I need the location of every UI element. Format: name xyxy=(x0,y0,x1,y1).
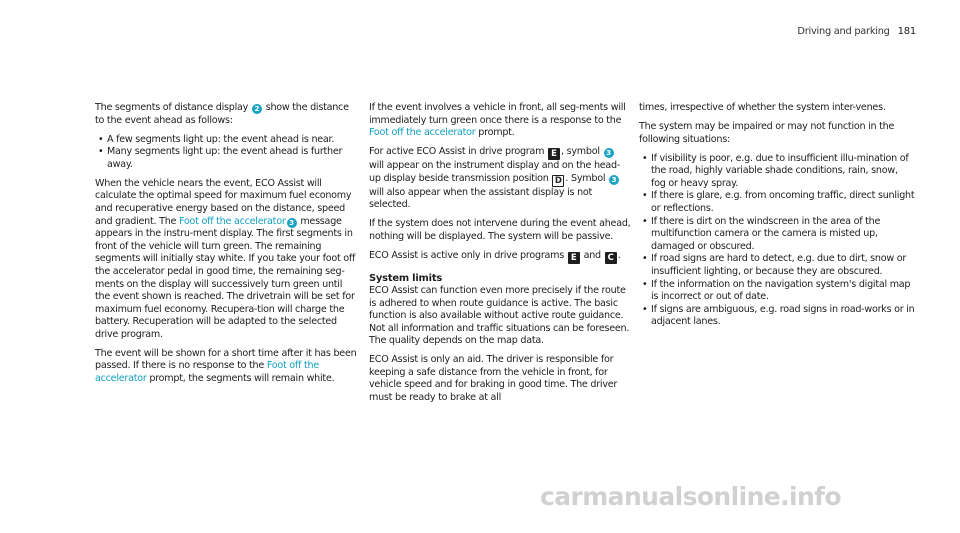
list-item: • If there is glare, e.g. from oncoming traffic, direct sunlight or reflections. xyxy=(639,190,915,215)
text: The event will be shown for a short time after it has been passed. If there is no response to the xyxy=(95,347,357,372)
text: prompt. xyxy=(475,127,515,139)
bullet-list xyxy=(639,153,915,329)
list-item: • Many segments light up: the event ahead is further away. xyxy=(95,146,357,171)
page-header xyxy=(797,26,916,39)
text: The segments of distance display xyxy=(95,102,251,113)
page-number: 181 xyxy=(897,26,916,37)
text: For active ECO Assist in drive program xyxy=(369,146,548,158)
paragraph: ECO Assist can function even more precisely if the route is adhered to when route guidance is active. The basic function is also available without active route guidance. Not all information and traffic situations can be foreseen. The quality depends on the map data. xyxy=(369,284,630,347)
display-message-link: Foot off the accelerator xyxy=(179,215,286,227)
text: ECO Assist is active only in drive programs xyxy=(369,249,567,261)
callout-3-icon: 3 xyxy=(609,175,619,185)
section-heading: System limits xyxy=(369,272,443,284)
display-message-link: Foot off the accelerator xyxy=(95,360,319,385)
callout-3-icon: 3 xyxy=(287,218,297,228)
paragraph xyxy=(369,250,631,264)
drive-program-c-icon: C xyxy=(605,252,617,264)
text: . Symbol xyxy=(565,172,609,184)
list-item: • If road signs are hard to detect, e.g. due to dirt, snow or insufficient lighting, or because they are obscured. xyxy=(639,253,915,278)
text: will also appear when the assistant display is not selected. xyxy=(369,186,593,211)
list-item: • If signs are ambiguous, e.g. road signs in road-works or in adjacent lanes. xyxy=(639,304,915,329)
text: prompt, the segments will remain white. xyxy=(146,373,335,385)
text: If the event involves a vehicle in front, all seg-ments will immediately turn green once there is a response to the xyxy=(369,102,626,126)
display-message-link: Foot off the accelerator xyxy=(369,127,476,139)
callout-2-icon: 2 xyxy=(252,104,262,114)
callout-3-icon: 3 xyxy=(604,148,614,158)
list-item: • If the information on the navigation system's digital map is incorrect or out of date. xyxy=(639,279,915,304)
paragraph xyxy=(95,348,357,386)
bullet-list xyxy=(95,134,357,172)
text: will appear on the instrument display and on the head-up display beside transmission position xyxy=(369,160,621,184)
paragraph xyxy=(95,102,357,127)
text: show the distance to the event ahead as follows: xyxy=(95,102,349,126)
text: When the vehicle nears the event, ECO Assist will calculate the optimal speed for maximum fuel economy and recuperative energy based on the distance, speed and gradient. The xyxy=(95,177,352,227)
list-item: • If there is dirt on the windscreen in the area of the multifunction camera or the camera is misted up, damaged or obscured. xyxy=(639,216,915,254)
paragraph: ECO Assist is only an aid. The driver is responsible for keeping a safe distance from the vehicle in front, for vehicle speed and for braking in good time. The driver must be ready to brake at all xyxy=(369,354,618,404)
text: message appears in the instru-ment display. The first segments in front of the vehicle will turn green. The remaining segments will initially stay white. If you take your foot off the accelerator pedal in good time, the remaining seg-ments on the display will successively turn green until the event shown is reached. The drivetrain will be set for maximum fuel economy. Recupera-tion will charge the battery. Recuperation will be adapted to the selected drive program. xyxy=(95,215,356,340)
watermark: carmanualsonline.info xyxy=(540,482,842,511)
list-item: • A few segments light up: the event ahead is near. xyxy=(95,134,357,147)
paragraph xyxy=(369,102,631,140)
list-item: • If visibility is poor, e.g. due to insufficient illu-mination of the road, highly variable shade conditions, rain, snow, fog or heavy spray. xyxy=(639,153,915,191)
text: , symbol xyxy=(561,146,603,158)
paragraph: If the system does not intervene during the event ahead, nothing will be displayed. The system will be passive. xyxy=(369,218,631,242)
paragraph xyxy=(95,178,357,342)
column-middle xyxy=(369,102,631,411)
paragraph: times, irrespective of whether the system inter-venes. xyxy=(639,102,886,113)
column-right xyxy=(639,102,915,335)
text: and xyxy=(580,249,604,261)
text: . xyxy=(617,249,621,261)
paragraph xyxy=(369,146,631,212)
transmission-d-icon: D xyxy=(552,175,564,187)
column-left xyxy=(95,102,357,392)
drive-program-e-icon: E xyxy=(548,148,560,160)
paragraph: The system may be impaired or may not function in the following situations: xyxy=(639,120,895,145)
drive-program-e-icon: E xyxy=(568,252,580,264)
section-title: Driving and parking xyxy=(797,26,890,37)
